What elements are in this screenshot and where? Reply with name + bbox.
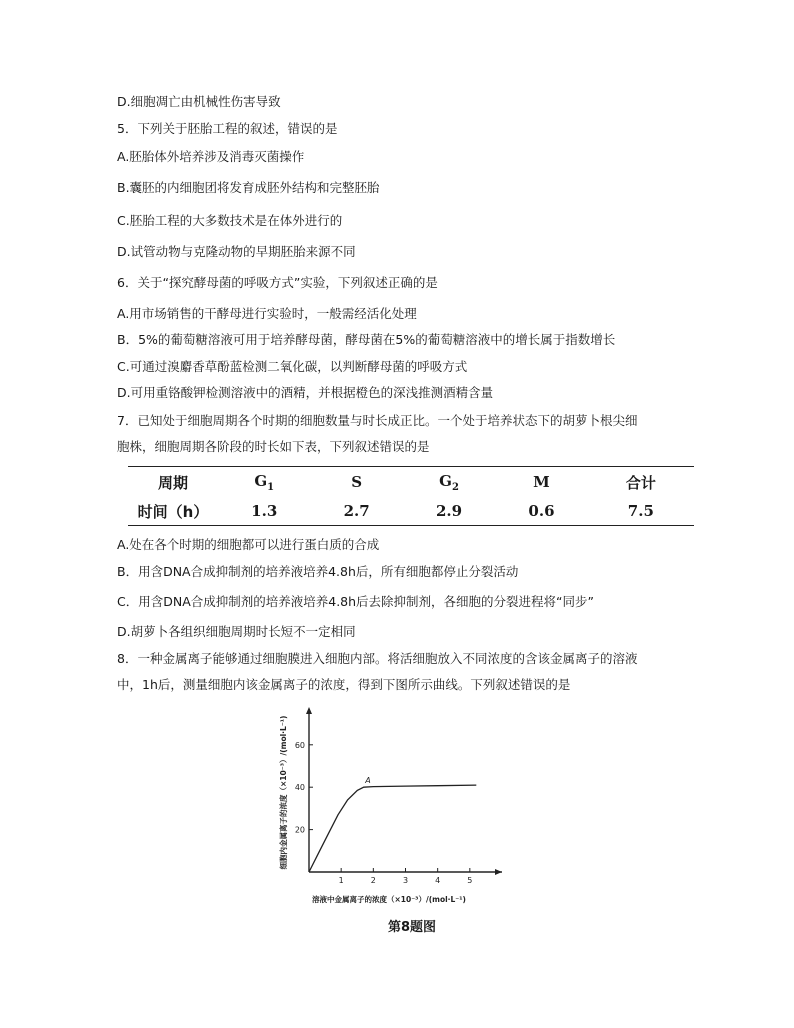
y-axis-label: 细胞内金属离子的浓度（×10⁻³）/(mol·L⁻¹) [279, 715, 288, 870]
option-a-q5: A.胚胎体外培养涉及消毒灭菌操作 [117, 149, 305, 164]
y-tick-label: 60 [294, 740, 305, 750]
table-cell: 2.7 [343, 502, 370, 520]
option-a-q6: A.用市场销售的干酵母进行实验时，一般需经活化处理 [117, 306, 417, 321]
series-line [309, 785, 476, 872]
table-row [128, 496, 694, 526]
table-cell: 7.5 [627, 502, 654, 520]
question-8-line-2: 中，1h后，测量细胞内该金属离子的浓度，得到下图所示曲线。下列叙述错误的是 [117, 677, 571, 692]
option-c-q7: C．用含DNA合成抑制剂的培养液培养4.8h后去除抑制剂，各细胞的分裂进程将“同步” [117, 594, 595, 609]
option-d-q4: D.细胞凋亡由机械性伤害导致 [117, 94, 281, 109]
option-c-q5: C.胚胎工程的大多数技术是在体外进行的 [117, 213, 343, 228]
option-b-q7: B．用含DNA合成抑制剂的培养液培养4.8h后，所有细胞都停止分裂活动 [117, 564, 519, 579]
cell-cycle-table [128, 466, 694, 526]
option-b-q5: B.囊胚的内细胞团将发育成胚外结构和完整胚胎 [117, 180, 380, 195]
x-tick-label: 3 [402, 876, 409, 885]
x-axis-arrow [495, 869, 502, 875]
table-header-cell: $G_2$ [439, 471, 459, 493]
y-axis-arrow [306, 707, 312, 714]
concentration-chart [272, 705, 522, 910]
option-d-q7: D.胡萝卜各组织细胞周期时长短不一定相同 [117, 624, 356, 639]
point-a-label: A [365, 775, 371, 785]
question-6: 6．关于“探究酵母菌的呼吸方式”实验，下列叙述正确的是 [117, 275, 438, 290]
table-cell: 2.9 [436, 502, 463, 520]
y-tick-label: 20 [294, 825, 305, 835]
question-7-line-1: 7．已知处于细胞周期各个时期的细胞数量与时长成正比。一个处于培养状态下的胡萝卜根尖细 [117, 413, 638, 428]
chart-svg [272, 705, 522, 910]
option-a-q7: A.处在各个时期的细胞都可以进行蛋白质的合成 [117, 537, 380, 552]
x-tick-label: 2 [370, 876, 376, 885]
option-c-q6: C.可通过溴麝香草酚蓝检测二氧化碳，以判断酵母菌的呼吸方式 [117, 359, 468, 374]
option-d-q6: D.可用重铬酸钾检测溶液中的酒精，并根据橙色的深浅推测酒精含量 [117, 385, 494, 400]
figure-caption: 第8题图 [388, 920, 437, 935]
option-b-q6: B．5%的葡萄糖溶液可用于培养酵母菌，酵母菌在5%的葡萄糖溶液中的增长属于指数增长 [117, 332, 616, 347]
table-header-cell: S [351, 473, 363, 491]
option-d-q5: D.试管动物与克隆动物的早期胚胎来源不同 [117, 244, 356, 259]
question-7-line-2: 胞株，细胞周期各阶段的时长如下表，下列叙述错误的是 [117, 439, 430, 454]
table-cell: 时间（h） [137, 502, 209, 521]
table-header-cell: 周期 [157, 473, 188, 492]
table-header-row [128, 467, 694, 497]
table-header-cell: M [533, 473, 550, 491]
table-cell: 0.6 [528, 502, 555, 520]
y-tick-label: 40 [294, 783, 305, 793]
x-tick-label: 1 [338, 876, 344, 885]
x-axis-label: 溶液中金属离子的浓度（×10⁻³）/(mol·L⁻¹) [312, 895, 466, 904]
x-tick-label: 4 [435, 876, 441, 885]
table-header-cell: $G_1$ [254, 471, 275, 493]
x-tick-label: 5 [467, 876, 473, 885]
table-cell: 1.3 [251, 502, 278, 520]
table-header-cell: 合计 [625, 473, 656, 492]
question-8-line-1: 8．一种金属离子能够通过细胞膜进入细胞内部。将活细胞放入不同浓度的含该金属离子的溶液 [117, 651, 638, 666]
question-5: 5．下列关于胚胎工程的叙述，错误的是 [117, 121, 338, 136]
